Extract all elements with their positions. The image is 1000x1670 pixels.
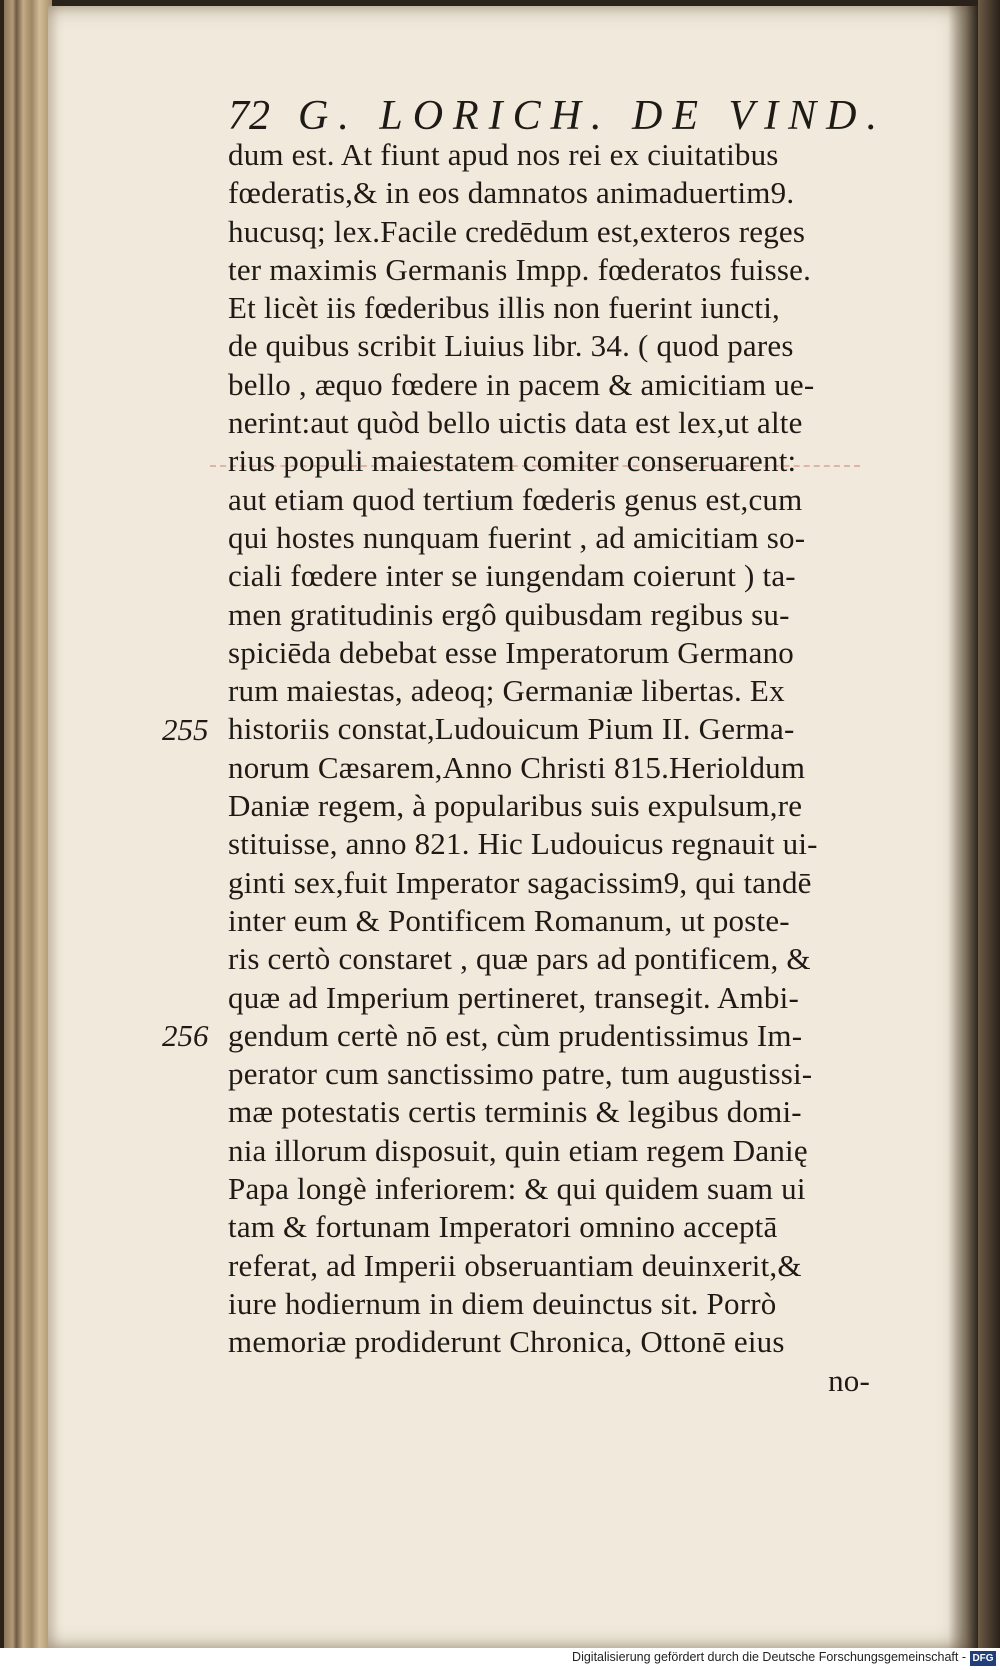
- dfg-logo: DFG: [970, 1651, 996, 1666]
- text-line: inter eum & Pontificem Romanum, ut poste-: [228, 902, 790, 938]
- body-text: [228, 136, 888, 1400]
- page-number: 72: [228, 93, 270, 139]
- text-line: men gratitudinis ergô quibusdam regibus su-: [228, 596, 790, 632]
- text-line: ris certò constaret , quæ pars ad pontificem, &: [228, 941, 811, 977]
- text-line: ciali fœdere inter se iungendam coierunt ) ta-: [228, 558, 796, 594]
- text-line: tam & fortunam Imperatori omnino acceptā: [228, 1209, 778, 1245]
- running-head: G. LORICH. DE VIND.: [298, 93, 887, 139]
- text-line: Et licèt iis fœderibus illis non fuerint iuncti,: [228, 290, 781, 326]
- text-line: gendum certè nō est, cùm prudentissimus Im-: [228, 1017, 803, 1053]
- text-line: historiis constat,Ludouicum Pium II. Germa-: [228, 711, 795, 747]
- text-line: referat, ad Imperii obseruantiam deuinxerit,&: [228, 1247, 802, 1283]
- text-line: spiciēda debebat esse Imperatorum Germano: [228, 634, 794, 670]
- text-line: memoriæ prodiderunt Chronica, Ottonē eius: [228, 1324, 785, 1360]
- page-edges: [4, 0, 52, 1648]
- text-line: rius populi maiestatem comiter conseruarent:: [228, 443, 797, 479]
- text-line: norum Cæsarem,Anno Christi 815.Herioldum: [228, 749, 806, 785]
- text-line: mæ potestatis certis terminis & legibus domi-: [228, 1094, 802, 1130]
- text-line: fœderatis,& in eos damnatos animaduertim9.: [228, 175, 795, 211]
- margin-note: 256: [162, 1017, 209, 1053]
- text-line: perator cum sanctissimo patre, tum augustissi-: [228, 1056, 813, 1092]
- footer-bar: [0, 1648, 1000, 1670]
- gutter-shadow: [948, 6, 978, 1648]
- text-line: nia illorum disposuit, quin etiam regem Danię: [228, 1132, 808, 1168]
- text-line: stituisse, anno 821. Hic Ludouicus regnauit ui-: [228, 826, 818, 862]
- text-line: ter maximis Germanis Impp. fœderatos fuisse.: [228, 251, 812, 287]
- text-line: iure hodiernum in diem deuinctus sit. Porrò: [228, 1285, 777, 1321]
- text-line: Papa longè inferiorem: & qui quidem suam ui: [228, 1171, 806, 1207]
- text-line: rum maiestas, adeoq; Germaniæ libertas. Ex: [228, 673, 785, 709]
- text-line: Daniæ regem, à popularibus suis expulsum,re: [228, 788, 803, 824]
- text-line: aut etiam quod tertium fœderis genus est,cum: [228, 481, 803, 517]
- text-line: ginti sex,fuit Imperator sagacissim9, qui tandē: [228, 864, 812, 900]
- text-line: nerint:aut quòd bello uictis data est lex,ut alte: [228, 405, 803, 441]
- catchword: no-: [828, 1362, 870, 1398]
- text-line: bello , æquo fœdere in pacem & amicitiam ue-: [228, 366, 815, 402]
- digitization-credit: Digitalisierung gefördert durch die Deutsche Forschungsgemeinschaft -: [572, 1650, 966, 1664]
- text-line: hucusq; lex.Facile credēdum est,exteros reges: [228, 213, 806, 249]
- binding-strip: [978, 0, 1000, 1648]
- text-line: quæ ad Imperium pertineret, transegit. Ambi-: [228, 979, 799, 1015]
- text-line: qui hostes nunquam fuerint , ad amicitiam so-: [228, 519, 806, 555]
- text-line: dum est. At fiunt apud nos rei ex ciuitatibus: [228, 137, 779, 172]
- text-line: de quibus scribit Liuius libr. 34. ( quod pares: [228, 328, 794, 364]
- margin-note: 255: [162, 711, 209, 747]
